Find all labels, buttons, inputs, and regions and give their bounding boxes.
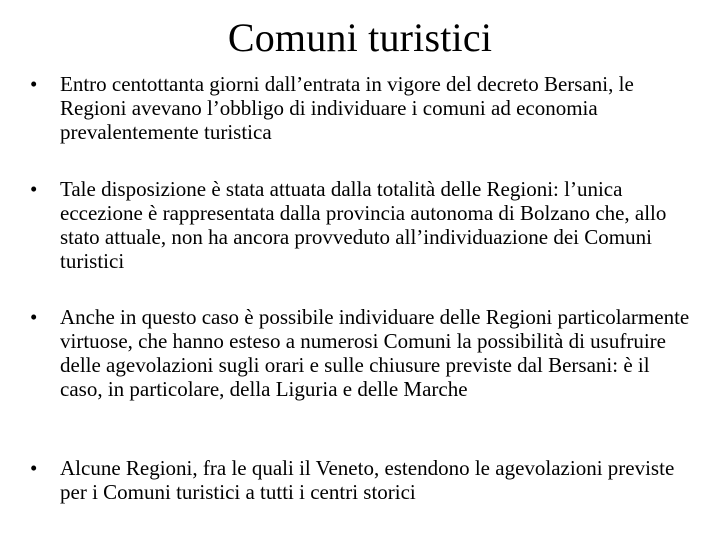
bullet-icon: • [30, 72, 38, 96]
bullet-item [30, 305, 695, 401]
bullet-icon: • [30, 456, 38, 480]
bullet-icon: • [30, 177, 38, 201]
bullet-text: Anche in questo caso è possibile individuare delle Regioni particolarmente virtuose, che hanno esteso a numerosi Comuni la possibilità di usufruire delle agevolazioni sugli orari e sulle chiusure previste dal Bersani: è il caso, in particolare, della Liguria e delle Marche [60, 305, 690, 401]
bullet-item [30, 456, 695, 504]
bullet-item [30, 72, 695, 144]
slide-title: Comuni turistici [227, 15, 493, 60]
bullet-text: Entro centottanta giorni dall’entrata in vigore del decreto Bersani, le Regioni avevano l’obbligo di individuare i comuni ad economia prevalentemente turistica [60, 72, 634, 144]
bullet-icon: • [30, 305, 38, 329]
bullet-text: Alcune Regioni, fra le quali il Veneto, estendono le agevolazioni previste per i Comuni turistici a tutti i centri storici [60, 456, 675, 504]
bullet-item [30, 177, 695, 273]
bullet-text: Tale disposizione è stata attuata dalla totalità delle Regioni: l’unica eccezione è rappresentata dalla provincia autonoma di Bolzano che, allo stato attuale, non ha ancora provveduto all’individuazione dei Comuni turistici [60, 177, 667, 273]
